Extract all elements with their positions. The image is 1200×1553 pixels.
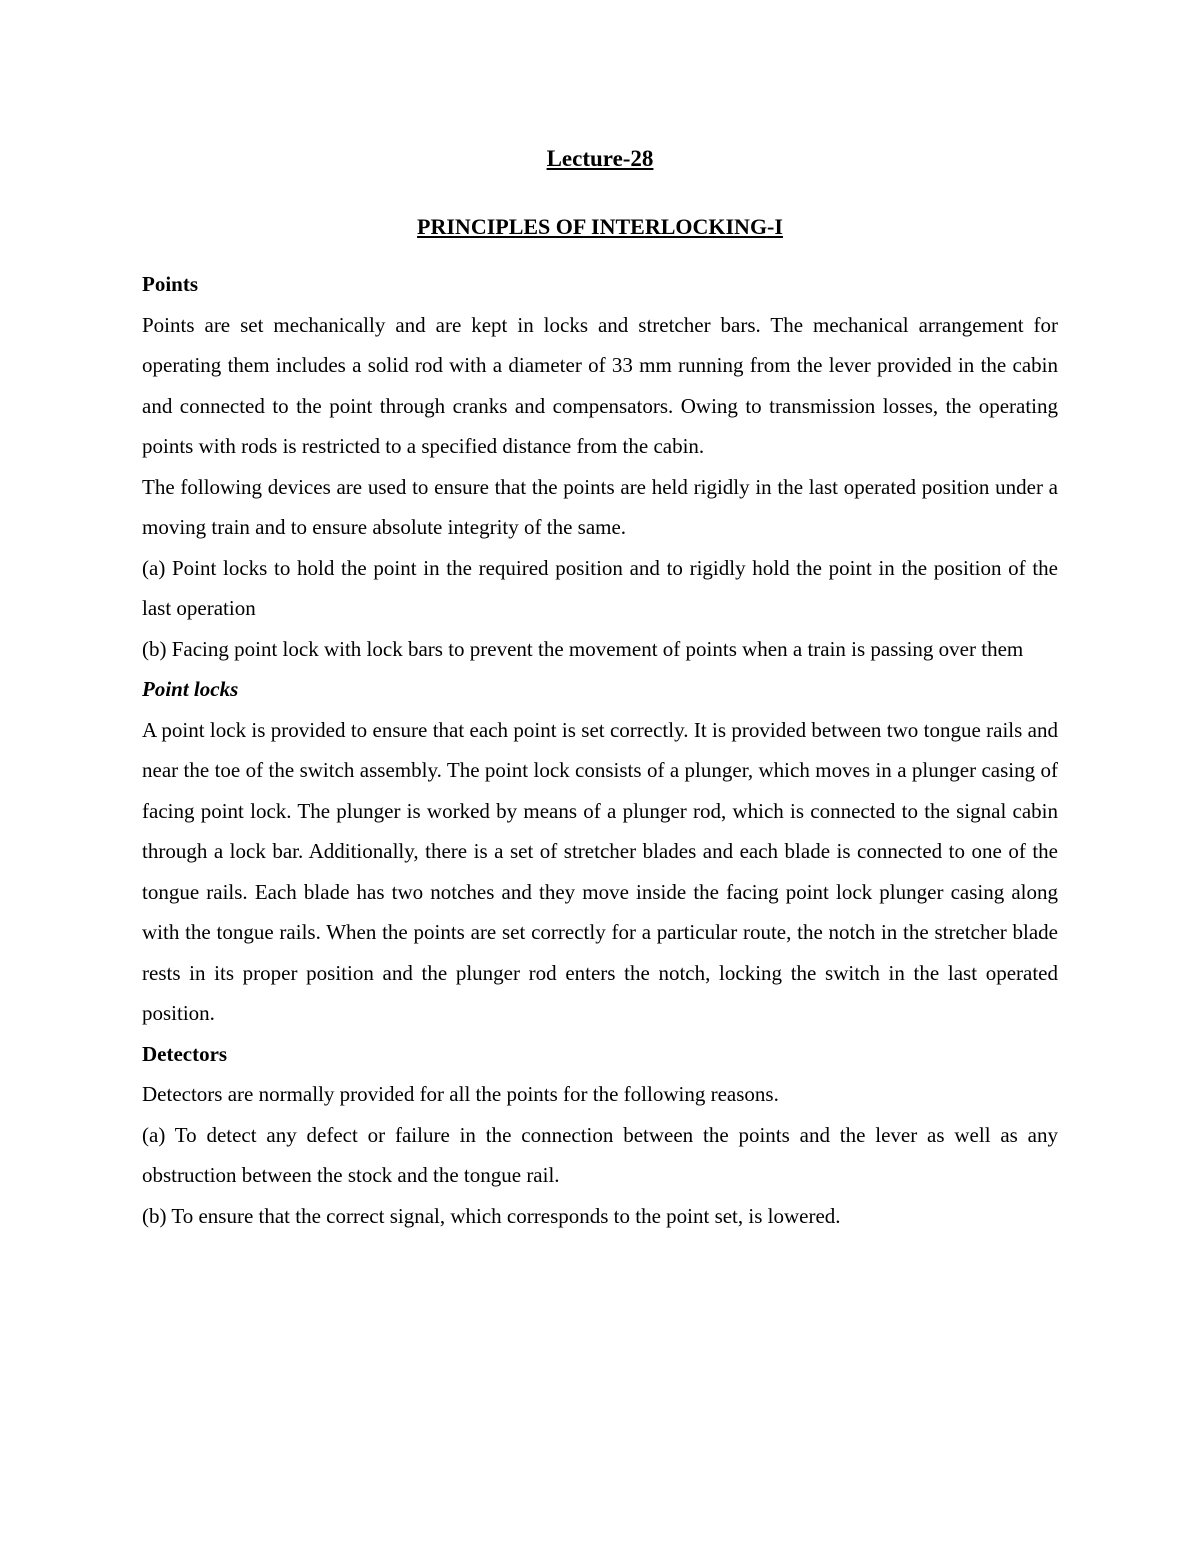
section-point-locks	[142, 669, 1058, 1034]
detectors-item-b: (b) To ensure that the correct signal, which corresponds to the point set, is lowered.	[142, 1203, 841, 1228]
section-points	[142, 264, 1058, 669]
points-item-a: (a) Point locks to hold the point in the required position and to rigidly hold the point in the position of the last operation	[142, 555, 1058, 620]
points-item-b: (b) Facing point lock with lock bars to prevent the movement of points when a train is passing over them	[142, 636, 1024, 661]
point-locks-paragraph-1: A point lock is provided to ensure that each point is set correctly. It is provided between two tongue rails and near the toe of the switch assembly. The point lock consists of a plunger, which moves in a plunger casing of facing point lock. The plunger is worked by means of a plunger rod, which is connected to the signal cabin through a lock bar. Additionally, there is a set of stretcher blades and each blade is connected to one of the tongue rails. Each blade has two notches and they move inside the facing point lock plunger casing along with the tongue rails. When the points are set correctly for a particular route, the notch in the stretcher blade rests in its proper position and the plunger rod enters the notch, locking the switch in the last operated position.	[142, 717, 1058, 1025]
document-body	[142, 136, 1058, 1236]
document-title: PRINCIPLES OF INTERLOCKING-I	[417, 214, 783, 239]
section-heading-points: Points	[142, 272, 199, 296]
detectors-item-a: (a) To detect any defect or failure in the connection between the points and the lever as well as any obstruction between the stock and the tongue rail.	[142, 1122, 1058, 1187]
detectors-paragraph-1: Detectors are normally provided for all the points for the following reasons.	[142, 1082, 779, 1106]
points-paragraph-1: Points are set mechanically and are kept in locks and stretcher bars. The mechanical arrangement for operating them includes a solid rod with a diameter of 33 mm running from the lever provided in the cabin and connected to the point through cranks and compensators. Owing to transmission losses, the operating points with rods is restricted to a specified distance from the cabin.	[142, 312, 1058, 458]
section-heading-point-locks: Point locks	[142, 677, 239, 701]
points-paragraph-2: The following devices are used to ensure that the points are held rigidly in the last operated position under a moving train and to ensure absolute integrity of the same.	[142, 474, 1058, 539]
section-detectors	[142, 1034, 1058, 1237]
lecture-title: Lecture-28	[546, 146, 654, 171]
section-heading-detectors: Detectors	[142, 1041, 228, 1066]
